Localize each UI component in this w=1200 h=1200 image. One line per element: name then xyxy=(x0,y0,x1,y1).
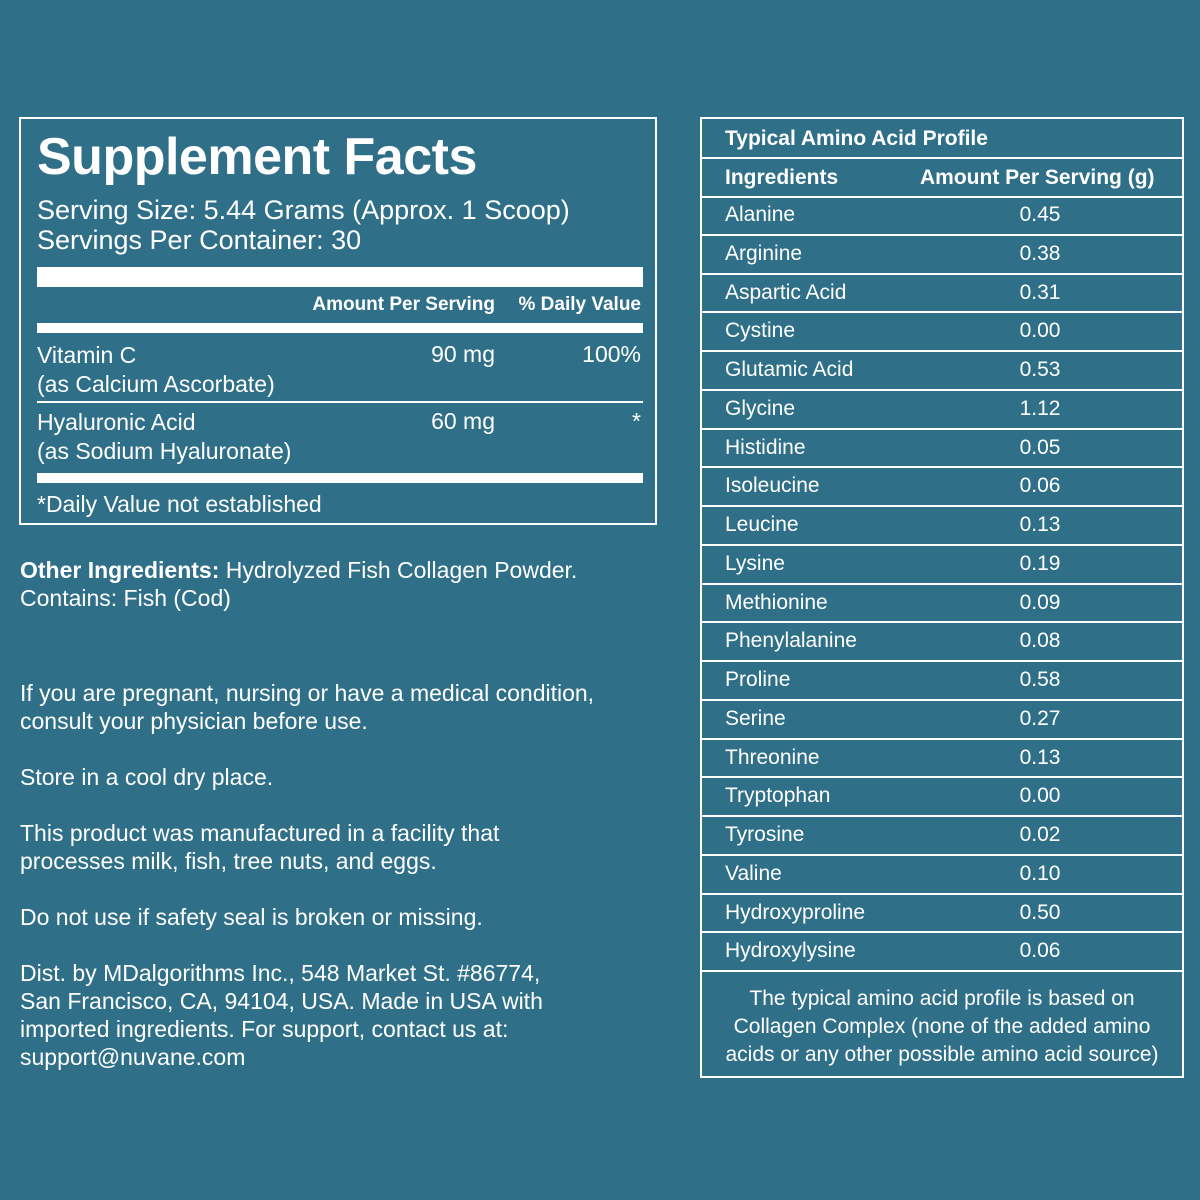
pregnancy-warning-line: consult your physician before use. xyxy=(20,708,368,734)
amino-acid-amount: 0.19 xyxy=(1019,551,1061,575)
amino-acid-name: Valine xyxy=(725,861,782,885)
safety-seal-warning: Do not use if safety seal is broken or missing. xyxy=(20,904,483,930)
serving-size: Serving Size: 5.44 Grams (Approx. 1 Scoop) xyxy=(37,195,570,225)
amino-acid-name: Arginine xyxy=(725,241,803,265)
amino-acid-name: Threonine xyxy=(725,745,820,769)
storage-instruction: Store in a cool dry place. xyxy=(20,764,274,790)
amino-profile-title: Typical Amino Acid Profile xyxy=(725,127,988,150)
table-row xyxy=(702,236,1182,275)
table-row xyxy=(702,933,1182,972)
amino-acid-amount: 0.50 xyxy=(1019,900,1061,924)
facility-warning-line: processes milk, fish, tree nuts, and eggs. xyxy=(20,848,437,874)
amino-acid-amount: 0.10 xyxy=(1019,861,1061,885)
amino-acid-name: Tryptophan xyxy=(725,784,831,808)
amino-acid-amount: 0.13 xyxy=(1019,745,1061,769)
amino-acid-name: Glutamic Acid xyxy=(725,358,854,381)
table-row xyxy=(702,585,1182,624)
table-row xyxy=(702,895,1182,934)
table-row xyxy=(702,623,1182,662)
amino-acid-name: Phenylalanine xyxy=(725,629,857,653)
amino-acid-name: Proline xyxy=(725,668,791,691)
table-row xyxy=(702,197,1182,236)
distributor-line: imported ingredients. For support, contact us at: xyxy=(20,1016,509,1042)
amino-acid-amount: 0.06 xyxy=(1019,939,1061,963)
amino-acid-name: Cystine xyxy=(725,319,796,343)
nutrient-detail: (as Calcium Ascorbate) xyxy=(37,371,275,397)
allergen-contains: Contains: Fish (Cod) xyxy=(20,585,231,611)
table-row xyxy=(702,352,1182,391)
table-row xyxy=(702,856,1182,895)
nutrient-row-vitamin-c xyxy=(37,341,275,399)
servings-per-container: Servings Per Container: 30 xyxy=(37,225,362,255)
amino-acid-name: Alanine xyxy=(725,203,796,226)
table-divider xyxy=(702,157,1182,159)
nutrient-row-hyaluronic-acid xyxy=(37,408,291,466)
table-row xyxy=(702,507,1182,546)
amino-acid-amount: 0.45 xyxy=(1019,203,1061,226)
amino-acid-amount: 0.58 xyxy=(1019,668,1061,691)
amino-acid-amount: 0.06 xyxy=(1019,474,1061,498)
amino-acid-name: Isoleucine xyxy=(725,474,820,498)
table-row xyxy=(702,430,1182,469)
amino-acid-amount: 0.27 xyxy=(1019,706,1061,730)
amino-acid-name: Lysine xyxy=(725,551,785,575)
column-header-amount: Amount Per Serving (g) xyxy=(920,166,1155,189)
nutrient-name: Hyaluronic Acid xyxy=(37,409,196,435)
table-row xyxy=(702,275,1182,314)
note-line: The typical amino acid profile is based on xyxy=(749,987,1135,1010)
bottom-divider xyxy=(37,473,643,483)
nutrient-amount: 90 mg xyxy=(431,341,495,367)
other-ingredients-label: Other Ingredients: xyxy=(20,557,220,583)
note-line: Collagen Complex (none of the added amino xyxy=(733,1015,1151,1038)
amino-acid-name: Methionine xyxy=(725,590,828,614)
table-row xyxy=(702,391,1182,430)
amino-acid-name: Serine xyxy=(725,706,786,730)
amino-acid-name: Tyrosine xyxy=(725,823,805,846)
table-row xyxy=(702,778,1182,817)
nutrient-amount: 60 mg xyxy=(431,408,495,434)
amino-acid-profile-table xyxy=(700,117,1184,1078)
amino-acid-amount: 0.13 xyxy=(1019,513,1061,536)
support-email: support@nuvane.com xyxy=(20,1044,246,1070)
amino-acid-amount: 0.31 xyxy=(1019,280,1061,304)
nutrient-divider xyxy=(37,401,643,403)
table-row xyxy=(702,740,1182,779)
daily-value-header: % Daily Value xyxy=(518,294,641,315)
table-row xyxy=(702,468,1182,507)
pregnancy-warning-line: If you are pregnant, nursing or have a medical condition, xyxy=(20,680,595,706)
other-ingredients xyxy=(20,556,577,612)
distributor-line: Dist. by MDalgorithms Inc., 548 Market St. #86774, xyxy=(20,960,541,986)
supplement-facts-panel xyxy=(19,117,657,525)
nutrient-daily-value: 100% xyxy=(582,341,641,367)
amino-acid-amount: 0.05 xyxy=(1019,435,1061,459)
table-row xyxy=(702,817,1182,856)
amino-acid-name: Glycine xyxy=(725,396,796,420)
amino-acid-amount: 0.09 xyxy=(1019,590,1061,614)
amino-acid-name: Aspartic Acid xyxy=(725,280,847,304)
table-row xyxy=(702,701,1182,740)
distributor-line: San Francisco, CA, 94104, USA. Made in USA with xyxy=(20,988,543,1014)
amino-acid-name: Histidine xyxy=(725,435,806,459)
amino-acid-amount: 0.00 xyxy=(1019,784,1061,808)
amount-per-serving-header: Amount Per Serving xyxy=(312,294,495,315)
amino-profile-note xyxy=(702,985,1182,1069)
amino-acid-amount: 0.08 xyxy=(1019,629,1061,653)
note-line: acids or any other possible amino acid source) xyxy=(725,1043,1159,1066)
amino-acid-name: Leucine xyxy=(725,513,799,536)
header-divider xyxy=(37,323,643,333)
amino-acid-amount: 0.38 xyxy=(1019,241,1061,265)
nutrient-name: Vitamin C xyxy=(37,342,137,368)
facility-warning xyxy=(20,819,499,875)
amino-acid-name: Hydroxyproline xyxy=(725,900,866,924)
amino-acid-name: Hydroxylysine xyxy=(725,939,856,963)
nutrient-daily-value: * xyxy=(632,408,641,434)
thick-divider xyxy=(37,267,643,287)
amino-acid-amount: 0.02 xyxy=(1019,823,1061,846)
pregnancy-warning xyxy=(20,679,594,735)
other-ingredients-text: Hydrolyzed Fish Collagen Powder. xyxy=(219,557,578,583)
table-row xyxy=(702,546,1182,585)
nutrient-detail: (as Sodium Hyaluronate) xyxy=(37,438,292,464)
facility-warning-line: This product was manufactured in a facility that xyxy=(20,820,500,846)
column-header-ingredients: Ingredients xyxy=(725,166,839,189)
daily-value-footnote: *Daily Value not established xyxy=(37,491,322,517)
table-row xyxy=(702,313,1182,352)
amino-rows xyxy=(702,197,1182,972)
amino-acid-amount: 0.53 xyxy=(1019,358,1061,381)
distributor-info xyxy=(20,959,543,1071)
amino-acid-amount: 1.12 xyxy=(1019,396,1061,420)
amino-acid-amount: 0.00 xyxy=(1019,319,1061,343)
supplement-facts-title: Supplement Facts xyxy=(37,128,477,186)
table-row xyxy=(702,662,1182,701)
